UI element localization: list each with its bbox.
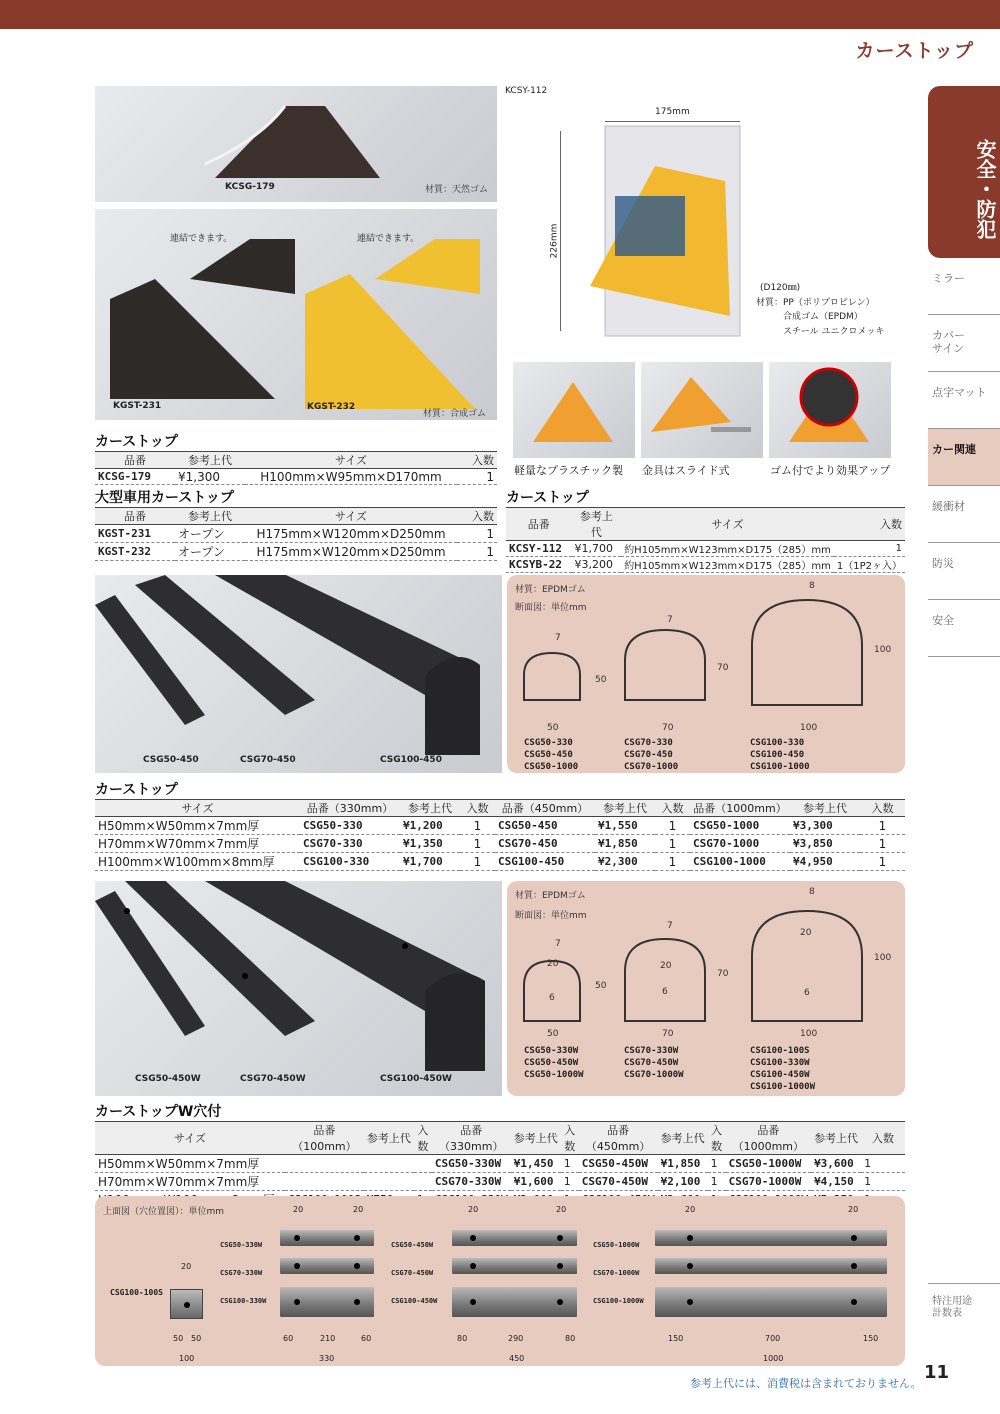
heavy-chock-image (95, 209, 497, 420)
table1-title: カーストップ (95, 434, 178, 450)
csg-group-2: CSG70-330 CSG70-450 CSG70-1000 (624, 738, 679, 772)
link-note-1: 連結できます。 (170, 234, 233, 244)
thumb-caption-2: 金具はスライド式 (642, 464, 730, 477)
photo-kcsg179 (95, 86, 497, 202)
sidebar-item-car[interactable]: カー関連 (928, 429, 1000, 486)
kcsy-line-1: 材質：PP（ポリプロピレン） (756, 298, 875, 308)
table-row: KCSY-112 ¥1,700 約H105mm×W123mm×D175（285）mm 1 (506, 541, 905, 557)
table-row: H100mm×W100mm×8mm厚 CSG100-330 ¥1,700 1 CSG100-450 ¥2,300 1 CSG100-1000 ¥4,950 1 (95, 853, 905, 871)
table4: サイズ 品番（330mm） 参考上代 入数 品番（450mm） 参考上代 入数 品番（1000mm） 参考上代 入数 H50mm×W50mm×7mm厚 CSG50-330 ¥1,200 1 CSG50-450 ¥1,550 1 CSG50-1000 ¥3,300 1 H70mm×W70mm×7mm厚 CSG70-330 ¥1,350 1 CSG70-450 ¥1,850 1 CSG70-1000 ¥3,850 1 H100mm×W100mm×8mm厚 CSG100-330 ¥1,700 1 CSG100-450 ¥2,300 1 CSG100-1000 ¥4,950 1 (95, 799, 905, 871)
csgw-section-panel: 材質：EPDMゴム 断面図：単位mm 7 20 6 50 50 7 20 6 70 70 8 20 6 100 100 CSG50-330W CSG50-450W CSG50-1000W CSG70-330W CSG70-450W CSG70-1000W CSG100-100S CSG100-330W CSG100-450W CSG100-1000W (507, 881, 905, 1096)
table-row: KGST-232 オープン H175mm×W120mm×D250mm 1 (95, 543, 497, 561)
csg-section-title: 断面図：単位mm (515, 603, 587, 613)
dim-height: 226mm (549, 223, 560, 259)
sidebar-item-safety[interactable]: 安全 (928, 600, 1000, 657)
table2-title: 大型車用カーストップ (95, 490, 234, 506)
sidebar-item-braille-mat[interactable]: 点字マット (928, 372, 1000, 429)
sidebar-item-cushion[interactable]: 緩衝材 (928, 486, 1000, 543)
table-row: H50mm×W50mm×7mm厚 CSG50-330 ¥1,200 1 CSG50-450 ¥1,550 1 CSG50-1000 ¥3,300 1 (95, 817, 905, 835)
kcsy-line-2: 合成ゴム（EPDM） (783, 312, 863, 322)
csgw-group-2: CSG70-330W CSG70-450W CSG70-1000W (624, 1046, 684, 1080)
page-title: カーストップ (855, 40, 974, 62)
photo-kcsy (505, 86, 905, 356)
table5: サイズ 品番（100mm） 参考上代 入数 品番（330mm） 参考上代 入数 品番（450mm） 参考上代 入数 品番（1000mm） 参考上代 入数 H50mm×W50mm×7mm厚 CSG50-330W ¥1,450 1 CSG50-450W ¥1,850 1 CSG50-1000W ¥3,600 1 H70mm×W70mm×7mm厚 CSG70-330W ¥1,600 1 CSG70-450W ¥2,100 1 CSG70-1000W ¥4,150 1 (95, 1121, 905, 1209)
csg-label-1: CSG70-450 (240, 755, 296, 765)
hole-title: 上面図（穴位置図）：単位mm (103, 1207, 225, 1217)
table3-title: カーストップ (506, 490, 589, 506)
sidebar-tab-safety[interactable]: 安全・防犯 (928, 86, 1000, 258)
sidebar-item-cover-sign[interactable]: カバー サイン (928, 315, 1000, 372)
table4-title: カーストップ (95, 782, 178, 798)
table5-title: カーストップW穴付 (95, 1104, 222, 1120)
csgw-group-1: CSG50-330W CSG50-450W CSG50-1000W (524, 1046, 584, 1080)
photo-kgst (95, 209, 497, 420)
photo-csg (95, 575, 502, 773)
top-bar (0, 0, 1000, 29)
thumb-3 (769, 362, 891, 458)
sidebar-item-special[interactable]: 特注用途 計数表 (928, 1283, 1000, 1340)
csg-label-0: CSG50-450 (143, 755, 199, 765)
csgw-label-0: CSG50-450W (135, 1074, 201, 1084)
photo-material: 材質：合成ゴム (423, 409, 487, 419)
csgw-label-1: CSG70-450W (240, 1074, 306, 1084)
table-row: H70mm×W70mm×7mm厚 CSG70-330 ¥1,350 1 CSG70-450 ¥1,850 1 CSG70-1000 ¥3,850 1 (95, 835, 905, 853)
thumb-1 (513, 362, 635, 458)
table-row: H50mm×W50mm×7mm厚 CSG50-330W ¥1,450 1 CSG50-450W ¥1,850 1 CSG50-1000W ¥3,600 1 (95, 1155, 905, 1173)
kcsy-line-3: スチール ユニクロメッキ (783, 327, 885, 337)
photo-code: KCSG-179 (225, 182, 275, 192)
table1: 品番 参考上代 サイズ 入数 KCSG-179 ¥1,300 H100mm×W95mm×D170mm 1 (95, 451, 497, 485)
csg-bars-image (95, 575, 502, 773)
thumb-caption-3: ゴム付でより効果アップ (770, 464, 891, 477)
table-row: H70mm×W70mm×7mm厚 CSG70-330W ¥1,600 1 CSG70-450W ¥2,100 1 CSG70-1000W ¥4,150 1 (95, 1173, 905, 1191)
table-row: KCSYB-22 ¥3,200 約H105mm×W123mm×D175（285）mm 1（1P2ヶ入） (506, 557, 905, 573)
hole-position-panel: 上面図（穴位置図）：単位mm CSG100-100S 20 50 50 100 CSG50-330W CSG70-330W CSG100-330W 20 20 60 210 60 330 CSG50-450W CSG70-450W CSG100-450W 20 20 80 290 80 450 CSG50-1000W CSG70-1000W CSG100-1000W 20 20 150 700 150 1000 (95, 1196, 905, 1366)
csgw-group-3: CSG100-100S CSG100-330W CSG100-450W CSG100-1000W (750, 1046, 816, 1092)
dim-width: 175mm (655, 107, 690, 117)
sidebar-item-disaster[interactable]: 防災 (928, 543, 1000, 600)
link-note-2: 連結できます。 (357, 234, 420, 244)
csgw-bars-image (95, 881, 502, 1096)
table3: 品番 参考上代 サイズ 入数 KCSY-112 ¥1,700 約H105mm×W123mm×D175（285）mm 1 KCSYB-22 ¥3,200 約H105mm×W123mm×D175（285）mm 1（1P2ヶ入） (506, 507, 905, 573)
photo-code-2: KGST-232 (307, 402, 356, 412)
bar-100s (170, 1289, 203, 1319)
csg-section-panel: 材質：EPDMゴム 断面図：単位mm 7 50 50 7 70 70 8 100 100 CSG50-330 CSG50-450 CSG50-1000 CSG70-330 CSG70-450 CSG70-1000 CSG100-330 CSG100-450 CSG100-1000 (507, 575, 905, 773)
photo-code-1: KGST-231 (113, 401, 162, 411)
csg-group-1: CSG50-330 CSG50-450 CSG50-1000 (524, 738, 579, 772)
table-row: KCSG-179 ¥1,300 H100mm×W95mm×D170mm 1 (95, 469, 497, 485)
kcsy-code: KCSY-112 (505, 86, 548, 96)
thumb-2 (641, 362, 763, 458)
page-number: 11 (924, 1362, 950, 1383)
csg-group-3: CSG100-330 CSG100-450 CSG100-1000 (750, 738, 810, 772)
csgw-label-2: CSG100-450W (380, 1074, 452, 1084)
table2: 品番 参考上代 サイズ 入数 KGST-231 オープン H175mm×W120mm×D250mm 1 KGST-232 オープン H175mm×W120mm×D250mm 1 (95, 507, 497, 561)
photo-material: 材質：天然ゴム (425, 185, 489, 195)
kcsy-line-0: (D120㎜) (760, 283, 801, 293)
photo-csgw (95, 881, 502, 1096)
table-row: KGST-231 オープン H175mm×W120mm×D250mm 1 (95, 525, 497, 543)
csg-material: 材質：EPDMゴム (515, 585, 586, 595)
footer-note: 参考上代には、消費税は含まれておりません。 (690, 1377, 922, 1390)
sidebar-item-mirror[interactable]: ミラー (928, 258, 1000, 315)
csg-label-2: CSG100-450 (380, 755, 442, 765)
thumb-caption-1: 軽量なプラスチック製 (514, 464, 624, 477)
